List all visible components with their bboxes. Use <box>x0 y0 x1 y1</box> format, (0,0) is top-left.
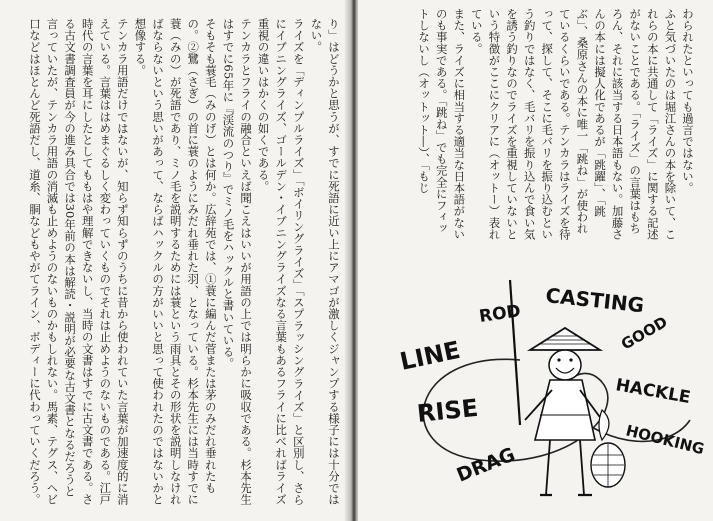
right-page <box>358 0 713 521</box>
word-rise: RISE <box>415 393 480 428</box>
paragraph: わられたといっても過言ではない。 <box>681 8 695 194</box>
word-rod: ROD <box>477 301 522 327</box>
word-casting: CASTING <box>544 283 646 318</box>
paragraph: また、ライズに相当する適当な日本語がないのも事実である。「跳ね」でも完全にフィットしないし（オットット―）、「もじ <box>417 8 467 240</box>
paragraph: ふと気づいたのは堀江さんの本を除いて、これらの本に共通して「ライズ」に関する記述がないことである。「ライズ」の言葉はもちろん、それに該当する日本語もない。加藤さんの本には擬人化であるが「跳躍」、「跳ぶ」、桑原さんの本に唯一「跳ね」が使われているくらいである。テンカラはライズを待って、探して、そこに毛バリを振り込むという釣りではなく、毛バリを振り込んで食い気を誘う釣りなのでライズを重視していないという特徴がここにクリアに（オットー）表れている。 <box>469 8 678 240</box>
paragraph: テンカラ用語だけではないが、知らず知らずのうちに昔から使われていた言葉が加速度的に消えている。言葉ははめまぐるしく変わっていくものでそれは止めようのないものである。江戸時代の言葉を耳にしたとしてももはや理解できないし、当時の文書はすでに古文書である。さる古文書調査員が今の進み具合では30年前の本は解読・説明が必要な古文書となるだろうと言っていたが、テンカラ用語の消滅も止めようのないものかもしれない。馬素、テグス、ヘビ口などはほとんど死語だし、道糸、胴などもやがてライン、ボディーに代わっていくだろう。 <box>27 18 130 506</box>
angler-illustration <box>370 250 710 515</box>
fish <box>599 410 609 440</box>
right-page-text <box>366 8 696 243</box>
paragraph: テンカラとフライの融合といえば聞こえはいいが用語の上では明らかに吸収である。杉本先生はすでに65年に『渓流のつり』でミノ毛をハックルと書いている。 <box>221 18 254 506</box>
left-page <box>0 0 350 521</box>
left-page-text <box>6 18 342 508</box>
word-hooking: HOOKING <box>624 421 707 459</box>
paragraph: ライズを「ディンプルライズ」「ボイリングライズ」「スプラッシングライズ」と区別し、さらにイブニングライズ、ゴールデン・イブニングライズなる言葉もあるフライに比べればライズ重視の違いはかくの如くである。 <box>256 18 306 506</box>
angler-cartoon <box>370 250 710 515</box>
paragraph: そもそも蓑毛（みのげ）とは何か。広辞苑では、①蓑に編んだ菅または茅のみだれ垂れたもの。②鷺（さぎ）の首に蓑のようにみだれ垂れた羽、となっている。杉本先生には当時すでに蓑（みの）が死語であり、ミノ毛を説明するためには蓑という雨具とその形状を説明しなければならないという思いがあって、ならばハックルの方がいいと思って使われたのではないかと想像する。 <box>133 18 218 506</box>
paragraph: り」はどうかと思うが、すでに死語に近い上にアマゴが激しくジャンプする様子には十分ではない。 <box>309 18 341 506</box>
word-good: GOOD <box>618 312 671 354</box>
angler-body <box>535 380 595 440</box>
straw-hat <box>530 328 600 350</box>
word-drag: DRAG <box>453 443 519 487</box>
angler-face <box>549 350 581 380</box>
word-hackle: HACKLE <box>614 375 692 409</box>
word-line: LINE <box>397 335 463 376</box>
